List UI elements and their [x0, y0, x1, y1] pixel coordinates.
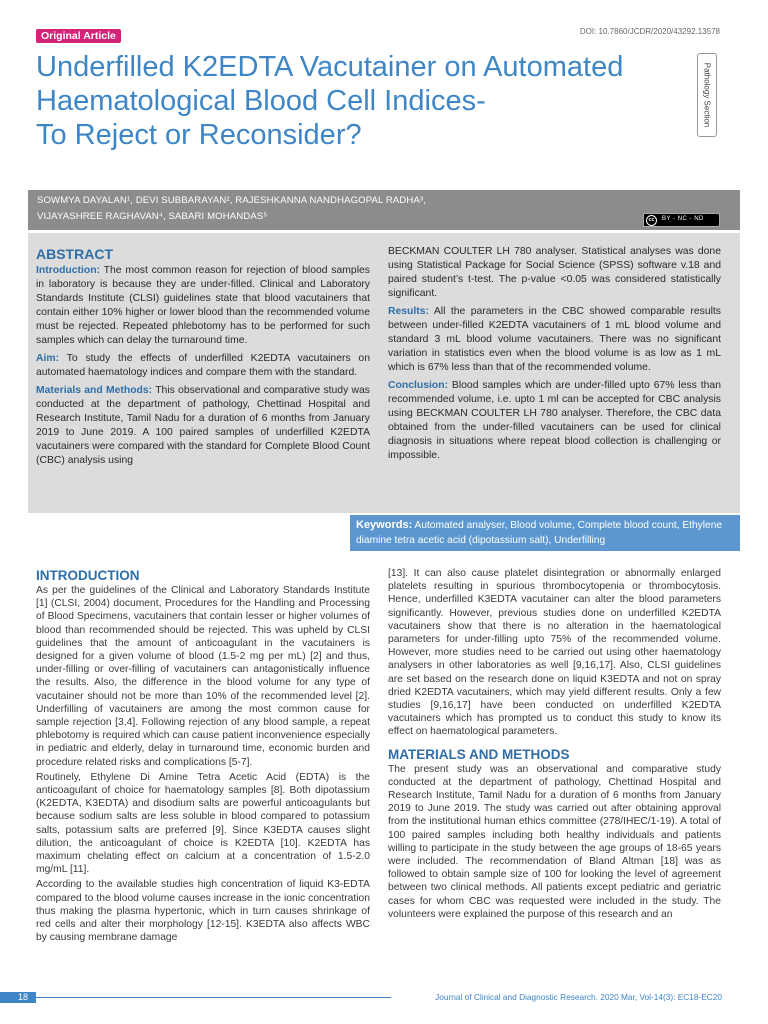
introduction-paragraph-4: [13]. It can also cause platelet disintegration or abnormally enlarged platelets resulting in spurious thrombocytopenia or thrombocytosis. Hence, underfilled K3EDTA vacutainer can alter the blood parameters significantly. However, previous studies done on underfilled K2EDTA vacutainers show that there is no alteration in the haematological parameters for under-filling upto 75% of the recommended volume. However, more studies need to be carried out using other haematology analysers in other laboratories as well [9,16,17]. Also, CLSI guidelines are set based on the research done on liquid K3EDTA and not on spray dried K2EDTA vacutainers, which may yield different results. Only a few studies [9,16,17] have been conducted on underfilled K2EDTA vacutainers which has prompted us to conduct this study to know its effect on haematological parameters.: [388, 568, 721, 738]
cc-icon: cc: [646, 215, 657, 226]
intro-text: The most common reason for rejection of blood samples in laboratory is because they are under-filled. Clinical and Laboratory Standards Institute (CLSI) guidelines state that blood vacutainers that contain either 10% higher or lower blood than the recommended volume must be rejected. Repeated phlebotomy has to be performed for such samples which can delay the turnaround time.: [36, 265, 370, 346]
doi-label[interactable]: DOI: 10.7860/JCDR/2020/43292.13578: [579, 27, 720, 36]
abstract-left-column: [36, 245, 370, 472]
abstract-conclusion: [388, 379, 721, 463]
introduction-paragraph-3: According to the available studies high concentration of liquid K3-EDTA compared to the blood volume causes increase in the ionic concentration thus making the plasma hypertonic, which in turn causes shrinkage of red cells and alter their morphology [12-15]. K3EDTA also affects WBC by causing membrane damage: [36, 879, 370, 944]
abstract-methods-continued: BECKMAN COULTER LH 780 analyser. Statistical analyses was done using Statistical Package for Social Science (SPSS) software v.18 and paired student’s t-test. The p-value <0.05 was considered statistically significant.: [388, 246, 721, 299]
methods-text: This observational and comparative study was conducted at the department of pathology, Chettinad Hospital and Research Institute, Tamil Nadu for a duration of 6 months from January 2019 to June 2019. A 100 paired samples of underfilled K2EDTA vacutainers were compared with the standard for Complete Blood Count (CBC) analysis using: [36, 385, 370, 466]
author-bar: [28, 190, 740, 230]
cc-license-text: BY - NC - ND: [662, 216, 704, 222]
article-title: [36, 50, 696, 152]
abstract-heading: ABSTRACT: [36, 246, 113, 262]
keywords-box: [350, 515, 740, 551]
results-text: All the parameters in the CBC showed comparable results between under-filled K2EDTA vacutainers of 1 mL blood volume and standard 3 mL blood volume vacutainers. There was no significant variation in statistics even when the blood volume is as low as 1 mL which is 67% less than that of the recommended volume.: [388, 306, 721, 373]
abstract-methods: [36, 384, 370, 468]
abstract-introduction: [36, 264, 370, 348]
title-line-1: Underfilled K2EDTA Vacutainer on Automated: [36, 51, 624, 83]
methods-label: Materials and Methods:: [36, 385, 153, 396]
introduction-paragraph-1: As per the guidelines of the Clinical and Laboratory Standards Institute [1] (CLSI, 2004) document, Procedures for the Handling and Processing of Blood Specimens, vacutainers that contain lesser or higher volumes of blood than recommended should be rejected. This was upheld by CLSI guidelines that the amount of anticoagulant in the vacutainers is designed for a given volume of blood (1.5-2 mg per mL) [2] and thus, under-filling or over-filling of vacutainers can antagonistically influence the results. Also, the difference in the blood volume for any type of vacutainer should not be more than 10% of the recommended level [2]. Underfilling of vacutainers are among the most common cause for sample rejection [3,4]. Following rejection of any blood sample, a repeat phlebotomy is required which can cause patient inconvenience especially in pediatric and elderly, delay in turnaround time, economic burden and procedure related risks and complications [5-7].: [36, 585, 370, 768]
abstract-aim: [36, 352, 370, 380]
conclusion-text: Blood samples which are under-filled upto 67% less than recommended volume, i.e. upto 1 ml can be accepted for CBC analysis using BECKMAN COULTER LH 780 analyser. Therefore, the CBC data obtained from the under-filled vacutainers can be used for clinical diagnosis in situations where repeat blood collection is challenging or impossible.: [388, 380, 721, 461]
section-tab: [697, 53, 717, 137]
introduction-heading: INTRODUCTION: [36, 568, 140, 583]
aim-text: To study the effects of underfilled K2EDTA vacutainers on automated haematology indices and compare them with the standard.: [36, 353, 370, 378]
methods-paragraph-1: The present study was an observational and comparative study conducted at the department of pathology, Chettinad Hospital and Research Institute, Tamil Nadu for a duration of 6 months from January 2019 to June 2019. The study was carried out after obtaining approval from the institutional human ethics committee (278/IHEC/1-19). A total of 100 paired samples including both healthy individuals and patients willing to participate in the study between the age groups of 18-65 years were included. The recommendation of Bland Altman [18] was as followed to obtain sample size of 100 for looking the level of agreement between two clinical methods. All patients except pediatric and geriatric cases for whom CBC was requested were included in the study. The volunteers were explained the purpose of this research and an: [388, 763, 721, 920]
results-label: Results:: [388, 306, 429, 317]
title-line-3: To Reject or Reconsider?: [36, 119, 362, 151]
methods-heading: MATERIALS AND METHODS: [388, 746, 570, 762]
footer-journal-citation: Journal of Clinical and Diagnostic Research. 2020 Mar, Vol-14(3): EC18-EC20: [435, 992, 722, 1002]
creative-commons-license-badge[interactable]: [643, 213, 720, 227]
title-line-2: Haematological Blood Cell Indices-: [36, 85, 486, 117]
keywords-text: Automated analyser, Blood volume, Complete blood count, Ethylene diamine tetra acetic acid (dipotassium salt), Underfilling: [356, 520, 723, 546]
footer-divider: [36, 997, 391, 998]
conclusion-label: Conclusion:: [388, 380, 449, 391]
abstract-right-column: [388, 245, 721, 467]
abstract-results: [388, 305, 721, 375]
article-type-badge: Original Article: [36, 29, 121, 43]
page-number: 18: [18, 992, 29, 1002]
author-line-1: SOWMYA DAYALAN¹, DEVI SUBBARAYAN², RAJESHKANNA NANDHAGOPAL RADHA³,: [37, 195, 427, 206]
keywords-label: Keywords:: [356, 519, 413, 531]
introduction-paragraph-2: Routinely, Ethylene Di Amine Tetra Acetic Acid (EDTA) is the anticoagulant of choice for haematology samples [8]. Both dipotassium (K2EDTA, K3EDTA) and disodium salts are powerful anticoagulants but because sodium salts are less soluble in blood compared to potassium salts, potassium salts are preferred [9]. Since K3EDTA causes slight dilution, the anticoagulant of choice is K2EDTA [10]. K2EDTA has maximum chelating effect on calcium at a concentration of 1.5-2.0 mg/mL [11].: [36, 771, 370, 876]
author-line-2: VIJAYASHREE RAGHAVAN⁴, SABARI MOHANDAS⁵: [37, 211, 268, 222]
intro-label: Introduction:: [36, 265, 101, 276]
body-right-column: [388, 567, 721, 923]
body-left-column: [36, 567, 370, 946]
section-tab-label: Pathology Section: [702, 62, 712, 128]
aim-label: Aim:: [36, 353, 60, 364]
